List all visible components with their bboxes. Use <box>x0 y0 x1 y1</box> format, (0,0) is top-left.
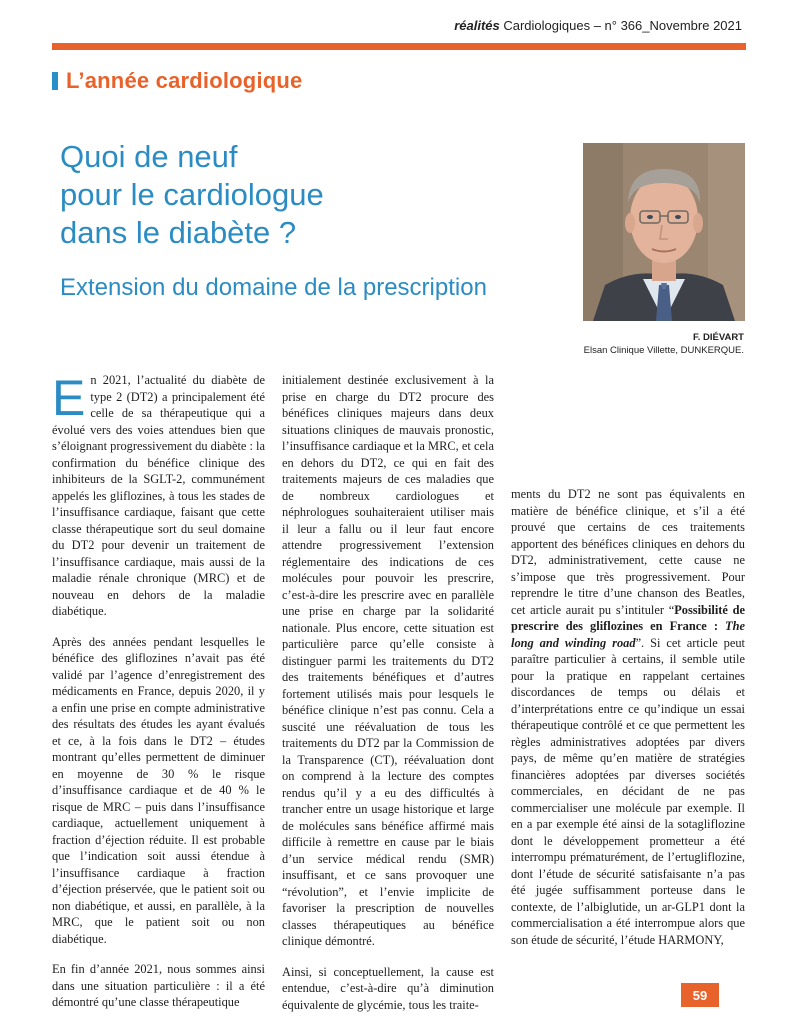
paragraph: Ainsi, si conceptuellement, la cause est entendue, c’est-à-dire qu’à diminution équivalente de glycémie, tous les traite- <box>282 964 494 1012</box>
author-name: F. DIÉVART <box>692 332 744 343</box>
author-credit <box>584 331 744 357</box>
article-title <box>60 138 580 252</box>
section-rubric <box>52 66 302 96</box>
drop-cap: E <box>52 370 86 426</box>
journal-issue: Cardiologiques – n° 366_Novembre 2021 <box>499 18 742 33</box>
paragraph: En fin d’année 2021, nous sommes ainsi dans une situation particulière : il a été démontré qu’une classe thérapeutique <box>52 962 265 1009</box>
paragraph: Après des années pendant lesquelles le bénéfice des gliflozines n’avait pas été validé par l’agence d’enregistrement des médicaments en France, depuis 2020, il y a enfin une prise en compte administrative des résultats des études les ayant évalués et ce, à la fois dans le DT2 – études montrant qu’elles permettent de diminuer en moyenne de 30 % le risque d’insuffisance cardiaque et de 40 % le risque de MRC – puis dans l’insuffisance cardiaque, actuellement uniquement à fraction d’éjection réduite. Il est probable que l’indication soit aussi étendue à l’insuffisance cardiaque à fraction d’éjection préservée, que le patient soit ou non diabétique, et aussi, en parallèle, à la MRC, que le patient soit ou non diabétique. <box>52 634 265 946</box>
header-rule <box>52 43 746 50</box>
paragraph <box>52 372 265 620</box>
author-portrait <box>583 143 745 321</box>
title-line-1: Quoi de neuf <box>60 139 238 174</box>
body-column-3 <box>511 486 745 948</box>
emphasis-bold: Possibilité de prescrire des gliflozines en France : <box>511 602 745 633</box>
body-column-1 <box>52 372 265 1025</box>
emphasis-bold-italic: The long and winding road <box>511 619 745 650</box>
journal-name: réalités <box>454 18 500 33</box>
rubric-marker <box>52 72 58 90</box>
title-line-3: dans le diabète ? <box>60 215 297 250</box>
author-portrait-illustration <box>583 143 745 321</box>
paragraph-text: n 2021, l’actualité du diabète de type 2 (DT2) a principalement été celle de sa thérapeutique qui a évolué vers des voies attendues bien que s’éloignant progressivement du diabète : la confirmation du bénéfice clinique des inhibiteurs de la SGLT-2, communément appelés les gliflozines, à tous les stades de l’insuffisance cardiaque, faisant que cette classe thérapeutique sort du seul domaine du DT2 pour devenir un traitement de l’insuffisance cardiaque, mais aussi de la maladie rénale chronique (MRC) et de nouveau en dehors de la maladie diabétique. <box>52 373 265 618</box>
article-subtitle: Extension du domaine de la prescription <box>60 274 487 301</box>
page-number: 59 <box>681 983 719 1007</box>
body-column-2 <box>282 372 494 1027</box>
running-header <box>454 18 742 33</box>
paragraph <box>511 486 745 948</box>
paragraph: initialement destinée exclusivement à la prise en charge du DT2 procure des bénéfices cliniques majeurs dans deux situations cliniques de mauvais pronostic, l’insuffisance cardiaque et la MRC, et cela en dehors du DT2, ce qui en fait des traitements majeurs de ces maladies que de nombreux cardiologues et néphrologues souhaiteraient utiliser mais il leur a fallu ou il leur faut encore attendre progressivement l’extension réglementaire des indications de ces molécules pour pouvoir les prescrire, c’est-à-dire les prescrire avec en parallèle une prise en charge par la solidarité nationale. Plus encore, cette situation est particulière parce qu’elle consiste à distinguer parmi les traitements du DT2 des traitements bénéfiques et d’autres fortement utilisés mais pour lesquels le bénéfice clinique n’est pas connu. Cela a suscité une réévaluation de tous les traitements du DT2 par la Commission de la Transparence (CT), réévaluation dont on comprend à la lecture des comptes rendus qu’il y a eu des difficultés à trancher entre un usage historique et large de molécules sans bénéfice affirmé mais difficile à remettre en cause par le biais d’un service médical rendu (SMR) insuffisant, et ce sans provoquer une “révolution”, et l’envie implicite de favoriser la prescription de nouvelles classes thérapeutiques au bénéfice clinique démontré. <box>282 373 494 948</box>
rubric-label: L’année cardiologique <box>66 68 303 93</box>
paragraph-text: ”. Si cet article peut paraître particulier à certains, il semble utile pour la pratique en rappelant certaines discordances de temps ou délais et d’interprétations entre ce qu’indique un essai thérapeutique contrôlé et ce que permettent les règles administratives adoptées par divers pays, de même qu’en matière de stratégies financières adoptées par diverses sociétés commerciales, en décidant de ne pas commercialiser une molécule par exemple. Il en a par exemple été ainsi de la sotagliflozine dont le développement prometteur a été interrompu prématurément, de l’ertugliflozine, dont l’étude de sécurité satisfaisante n’a pas été jugée suffisamment porteuse dans le contexte, de l’albiglutide, un ar-GLP1 dont la commercialisation a été interrompue alors que son étude de sécurité, l’étude HARMONY, <box>511 635 745 947</box>
paragraph-text: ments du DT2 ne sont pas équivalents en matière de bénéfice clinique, et s’il a été prouvé que certains de ces traitements apportent des bénéfices cliniques en dehors du DT2, administrativement, cette cause ne s’impose que très progressivement. Pour reprendre le titre d’une chanson des Beatles, cet article aurait pu s’intituler “ <box>511 487 745 617</box>
author-affiliation: Elsan Clinique Villette, DUNKERQUE. <box>583 345 744 356</box>
title-line-2: pour le cardiologue <box>60 177 324 212</box>
